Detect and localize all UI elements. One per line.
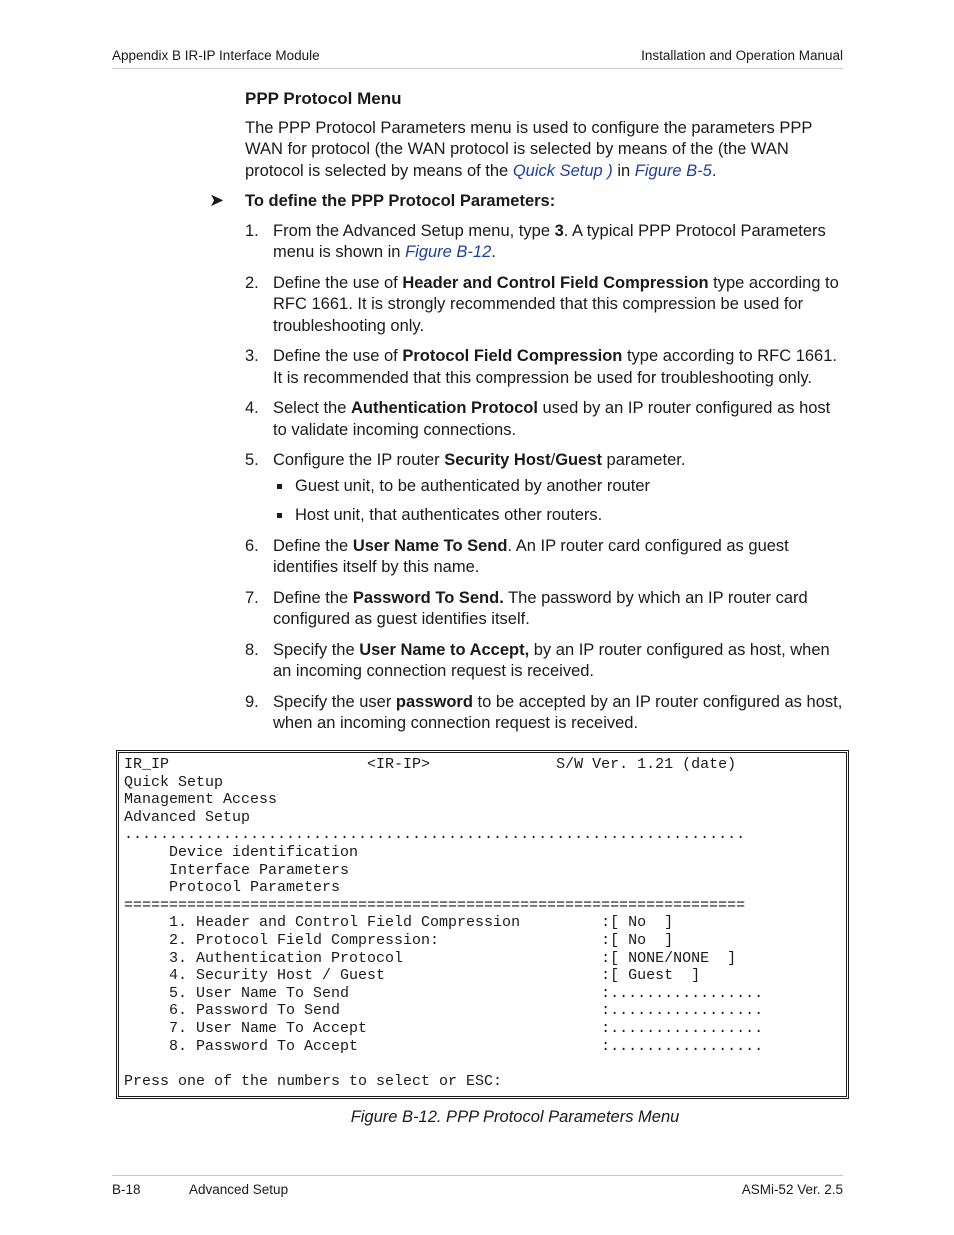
- terminal-line: 5. User Name To Send :.................: [124, 984, 764, 1002]
- list-item: [245, 398, 845, 441]
- section-title: PPP Protocol Menu: [245, 89, 402, 108]
- list-item: [245, 450, 845, 527]
- step-text: Define the: [273, 536, 353, 555]
- terminal-line: =====================================================================: [124, 896, 746, 914]
- step-text: type according to RFC 1661. It is recommended that this compression be used for troubleshooting only.: [273, 347, 837, 387]
- header-divider: [112, 68, 843, 69]
- list-item: [245, 273, 845, 338]
- list-item: [245, 346, 845, 389]
- terminal-line: 3. Authentication Protocol :[ NONE/NONE ]: [124, 949, 737, 967]
- list-item: [245, 692, 845, 735]
- terminal-line: .....................................................................: [124, 826, 746, 844]
- arrow-icon: ➤: [209, 190, 225, 210]
- step-number: 4.: [245, 399, 259, 417]
- step-number: 2.: [245, 273, 259, 292]
- terminal-line: Management Access: [124, 791, 278, 809]
- list-item: [245, 221, 845, 264]
- intro-mid: in: [612, 161, 635, 180]
- step-bold: Protocol Field Compression: [402, 347, 623, 365]
- step-text: Define the use of: [273, 347, 403, 365]
- terminal-line: 6. Password To Send :.................: [124, 1002, 764, 1020]
- footer-section: Advanced Setup: [189, 1182, 289, 1197]
- bullet-item: Host unit, that authenticates other routers.: [273, 505, 845, 527]
- step-bold: User Name To Send: [352, 536, 508, 555]
- footer-doc: ASMi-52 Ver. 2.5: [741, 1182, 843, 1197]
- terminal-line: 1. Header and Control Field Compression :[ No ]: [124, 914, 674, 932]
- step-text: parameter.: [601, 451, 686, 469]
- procedure-heading: [209, 190, 845, 213]
- step-text: . A typical PPP Protocol Parameters menu is shown in: [273, 221, 826, 261]
- steps-list: [245, 221, 845, 735]
- figure-b12-link[interactable]: Figure B-12: [405, 243, 492, 261]
- step-bold: Header and Control Field Compression: [402, 273, 709, 292]
- terminal-line: Protocol Parameters: [124, 879, 341, 897]
- step-number: 8.: [245, 640, 259, 659]
- intro-text: The PPP Protocol Parameters menu is used to configure the parameters PPP WAN for protocol (the WAN protocol is selected by means of the (the WAN protocol is selected by means of the: [245, 118, 813, 180]
- terminal-text: [119, 753, 846, 1090]
- terminal-line: Interface Parameters: [124, 861, 350, 879]
- header-left: Appendix B IR-IP Interface Module: [112, 48, 320, 63]
- step-number: 6.: [245, 536, 259, 555]
- terminal-line: IR_IP <IR-IP> S/W Ver. 1.21 (date): [124, 756, 737, 773]
- terminal-screen: [116, 750, 849, 1099]
- step-bold: User Name to Accept,: [359, 640, 530, 659]
- step-bold: 3: [554, 221, 564, 240]
- step-text: Specify the user: [273, 692, 396, 711]
- step-text: Select the: [273, 399, 351, 417]
- step-number: 3.: [245, 347, 259, 365]
- step-bold: Password To Send.: [352, 588, 504, 607]
- step-text: /: [550, 451, 556, 469]
- terminal-line: 4. Security Host / Guest :[ Guest ]: [124, 967, 701, 985]
- terminal-line: 8. Password To Accept :.................: [124, 1037, 764, 1055]
- footer-divider: [112, 1175, 843, 1176]
- list-item: [245, 536, 845, 579]
- step-text: Define the: [273, 588, 353, 607]
- terminal-line: Press one of the numbers to select or ESC:: [124, 1072, 503, 1090]
- header-right: Installation and Operation Manual: [641, 48, 843, 63]
- step-text: Define the use of: [273, 273, 403, 292]
- page-footer: [112, 1182, 843, 1197]
- bullet-item: Guest unit, to be authenticated by another router: [273, 476, 845, 498]
- step-bold: Authentication Protocol: [350, 399, 538, 417]
- step-text: used by an IP router configured as host to validate incoming connections.: [273, 399, 831, 439]
- terminal-line: 7. User Name To Accept :.................: [124, 1019, 764, 1037]
- main-content: [209, 88, 845, 744]
- terminal-line: Advanced Setup: [124, 808, 251, 826]
- step-text: by an IP router configured as host, when an incoming connection request is received.: [273, 640, 830, 680]
- step-number: 9.: [245, 692, 259, 711]
- step-bold: Guest: [555, 451, 602, 469]
- intro-end: .: [711, 161, 717, 180]
- list-item: [245, 640, 845, 683]
- step-text: . An IP router card configured as guest identifies itself by this name.: [273, 536, 789, 576]
- step-bold: Security Host: [444, 451, 551, 469]
- figure-caption: Figure B-12. PPP Protocol Parameters Menu: [350, 1108, 680, 1126]
- step-text: type according to RFC 1661. It is strongly recommended that this compression be used for troubleshooting only.: [273, 273, 839, 335]
- intro-paragraph: [245, 118, 845, 183]
- step-text: to be accepted by an IP router configured as host, when an incoming connection request is received.: [273, 692, 843, 732]
- figure-b5-link[interactable]: Figure B-5: [634, 161, 712, 180]
- step-text: The password by which an IP router card configured as guest identifies itself.: [273, 588, 808, 628]
- terminal-line: 2. Protocol Field Compression: :[ No ]: [124, 931, 674, 949]
- step-number: 7.: [245, 588, 259, 607]
- terminal-line: Quick Setup: [124, 773, 224, 791]
- list-item: [245, 588, 845, 631]
- step-bold: password: [395, 692, 473, 711]
- terminal-line: Device identification: [124, 843, 359, 861]
- page-header: [112, 48, 843, 63]
- footer-left: [112, 1182, 288, 1197]
- bullet-list: [273, 476, 845, 527]
- quick-setup-link[interactable]: Quick Setup ): [512, 161, 613, 180]
- step-text: From the Advanced Setup menu, type: [273, 221, 555, 240]
- page-number: B-18: [112, 1182, 141, 1197]
- step-text: .: [491, 243, 496, 261]
- step-text: Specify the: [273, 640, 360, 659]
- step-text: Configure the IP router: [273, 451, 445, 469]
- step-number: 5.: [245, 451, 259, 469]
- step-number: 1.: [245, 221, 259, 240]
- procedure-heading-text: To define the PPP Protocol Parameters:: [245, 192, 556, 210]
